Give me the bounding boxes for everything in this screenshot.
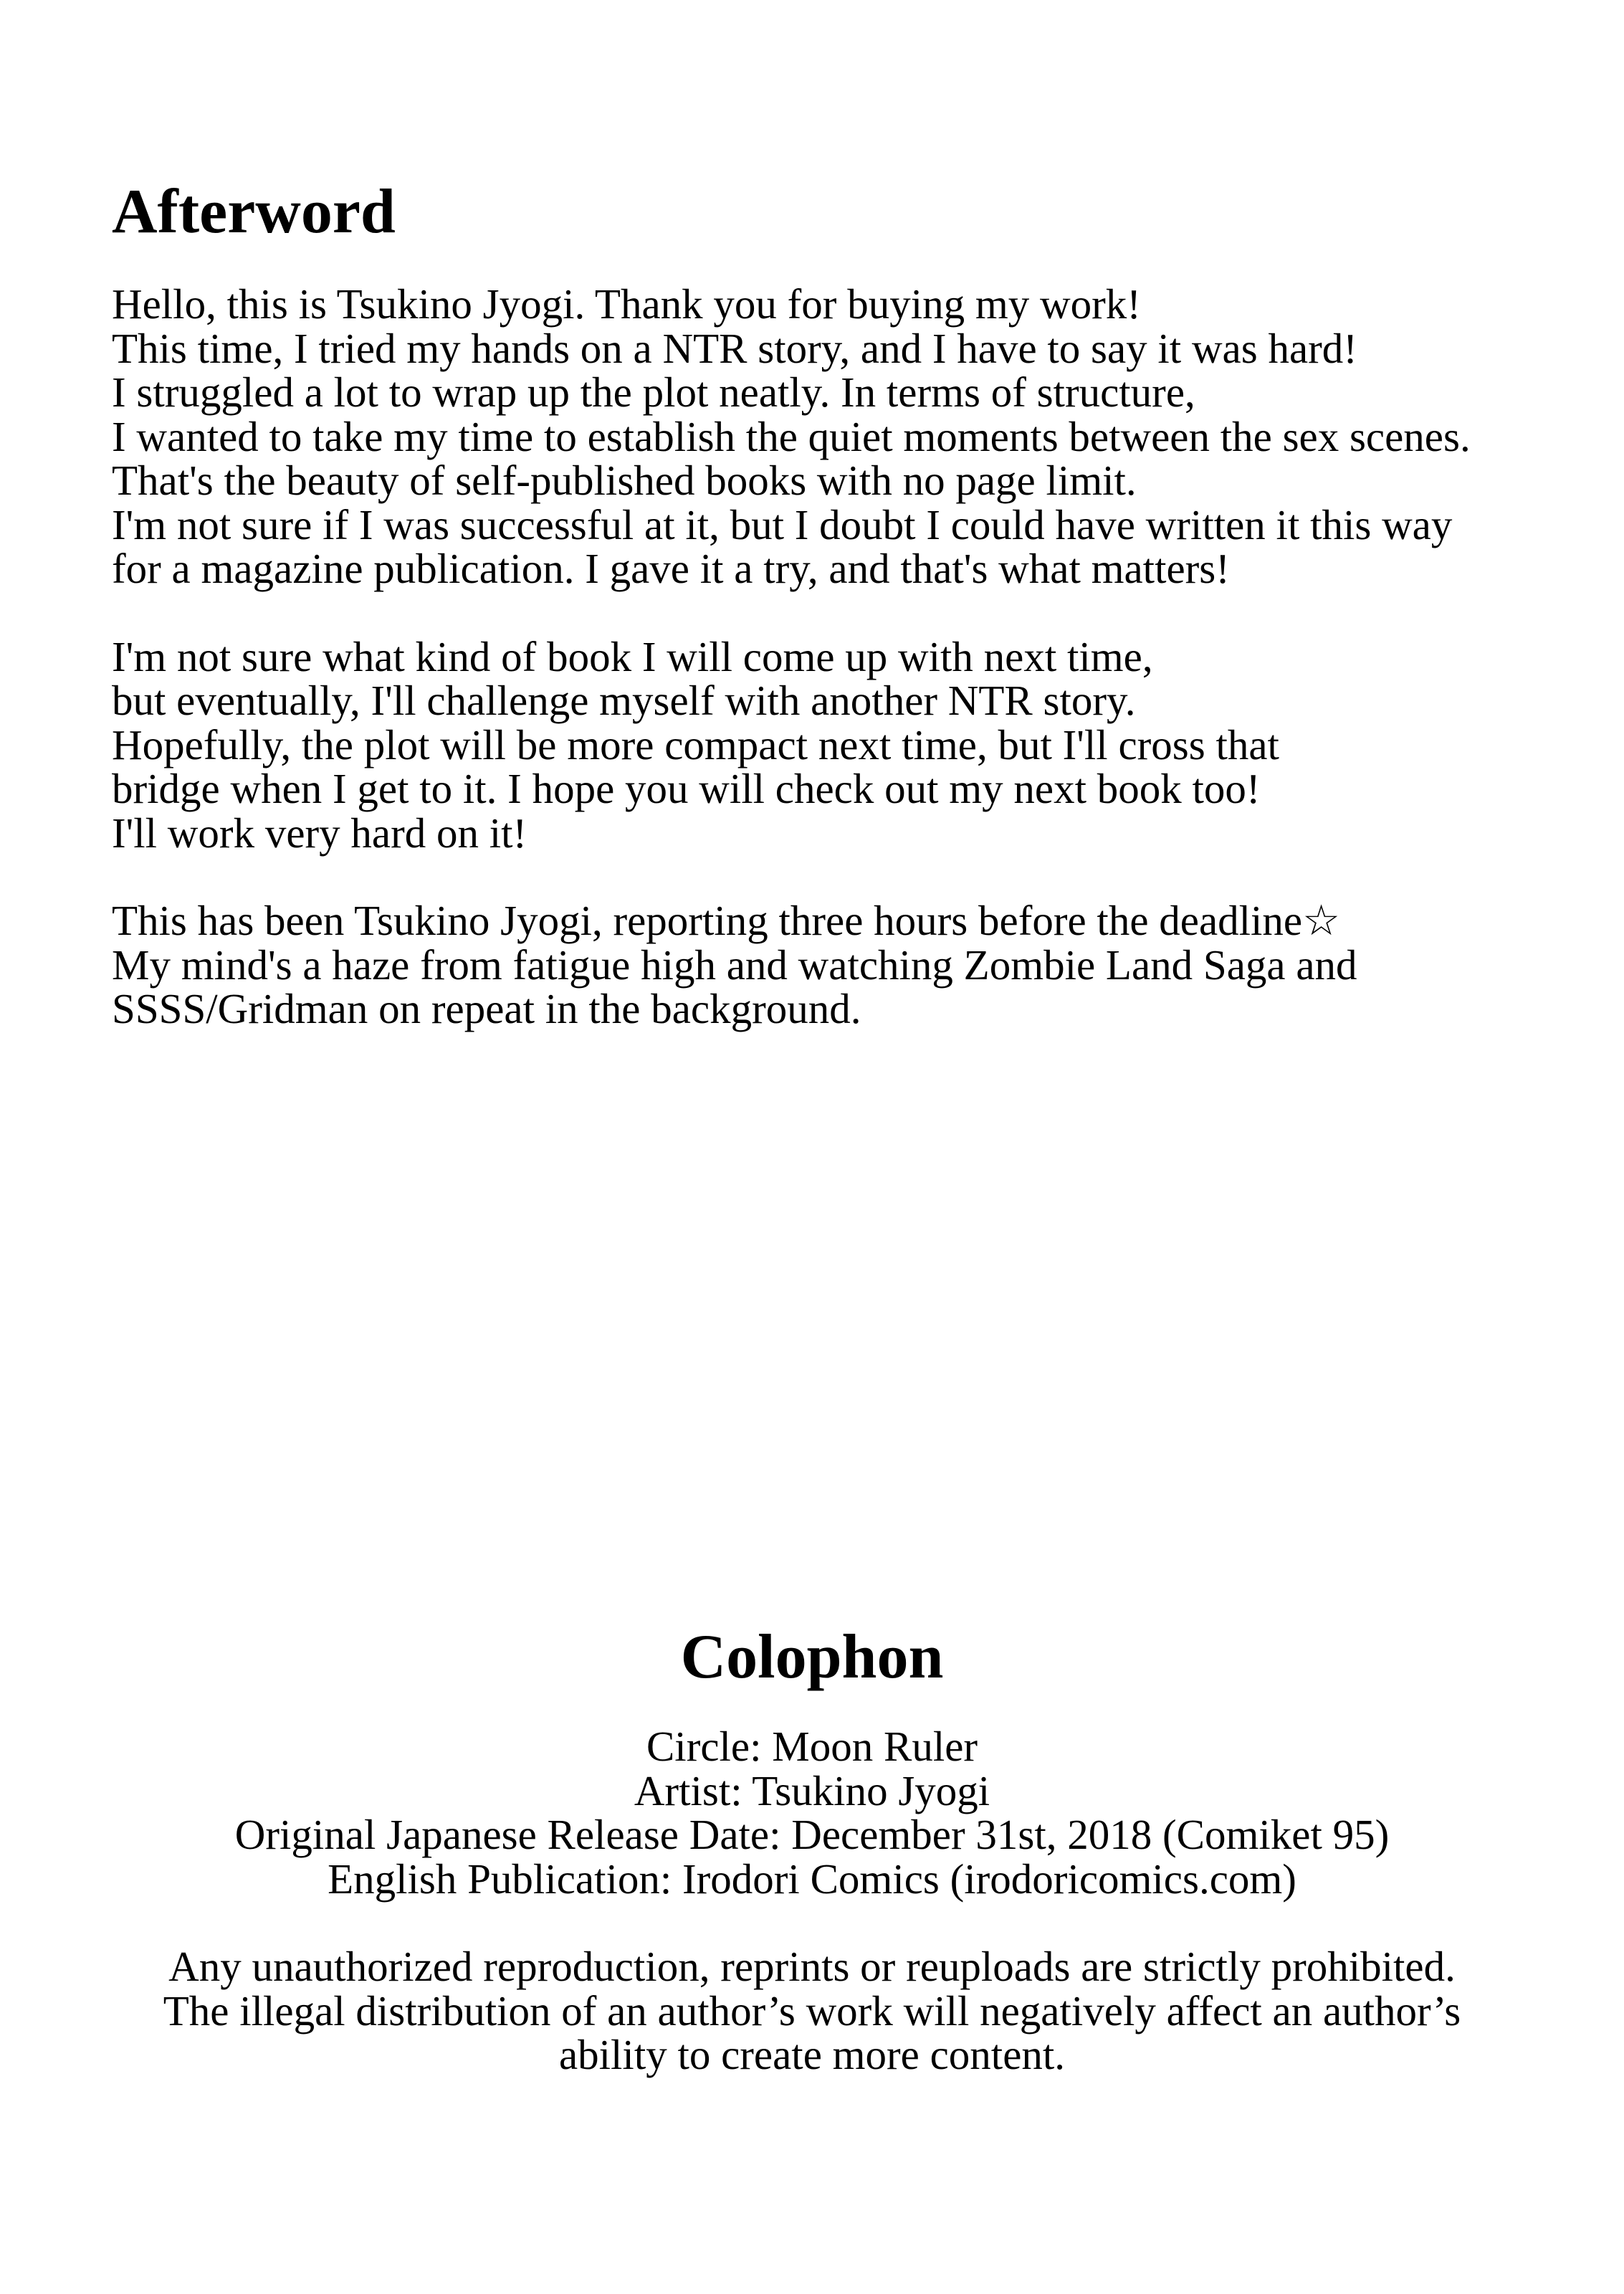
text-line: for a magazine publication. I gave it a try, and that's what matters! [112,545,1230,592]
afterword-paragraph-1 [112,282,1574,591]
text-line: I'll work very hard on it! [112,809,527,857]
publication-line: English Publication: Irodori Comics (irodoricomics.com) [328,1855,1296,1903]
afterword-section [112,169,1574,1032]
text-line: I'm not sure if I was successful at it, but I doubt I could have written it this way [112,500,1453,548]
copyright-notice [0,1945,1624,2078]
text-line: My mind's a haze from fatigue high and watching Zombie Land Saga and [112,941,1357,989]
text-line: This time, I tried my hands on a NTR story, and I have to say it was hard! [112,324,1357,372]
notice-line: ability to create more content. [558,2031,1066,2078]
colophon-title: Colophon [680,1622,944,1692]
notice-line: The illegal distribution of an author’s work will negatively affect an author’s [163,1986,1461,2034]
text-line: This has been Tsukino Jyogi, reporting three hours before the deadline☆ [112,897,1340,944]
release-date-line: Original Japanese Release Date: December 31st, 2018 (Comiket 95) [234,1811,1390,1858]
text-line: I struggled a lot to wrap up the plot neatly. In terms of structure, [112,368,1195,416]
afterword-title: Afterword [112,177,396,247]
text-line: Hopefully, the plot will be more compact next time, but I'll cross that [112,720,1279,768]
text-line: SSSS/Gridman on repeat in the background. [112,985,861,1032]
artist-line: Artist: Tsukino Jyogi [634,1766,990,1814]
notice-line: Any unauthorized reproduction, reprints or reuploads are strictly prohibited. [168,1943,1456,1990]
colophon-section [0,1614,1624,2078]
text-line: but eventually, I'll challenge myself with another NTR story. [112,677,1136,724]
text-line: Hello, this is Tsukino Jyogi. Thank you for buying my work! [112,280,1141,328]
text-line: I'm not sure what kind of book I will come up with next time, [112,632,1153,680]
afterword-paragraph-2 [112,632,1574,857]
text-line: bridge when I get to it. I hope you will check out my next book too! [112,765,1261,812]
afterword-paragraph-3 [112,899,1574,1032]
colophon-info [0,1725,1624,1901]
circle-line: Circle: Moon Ruler [646,1723,978,1770]
text-line: That's the beauty of self-published books with no page limit. [112,457,1137,504]
text-line: I wanted to take my time to establish the quiet moments between the sex scenes. [112,412,1471,460]
